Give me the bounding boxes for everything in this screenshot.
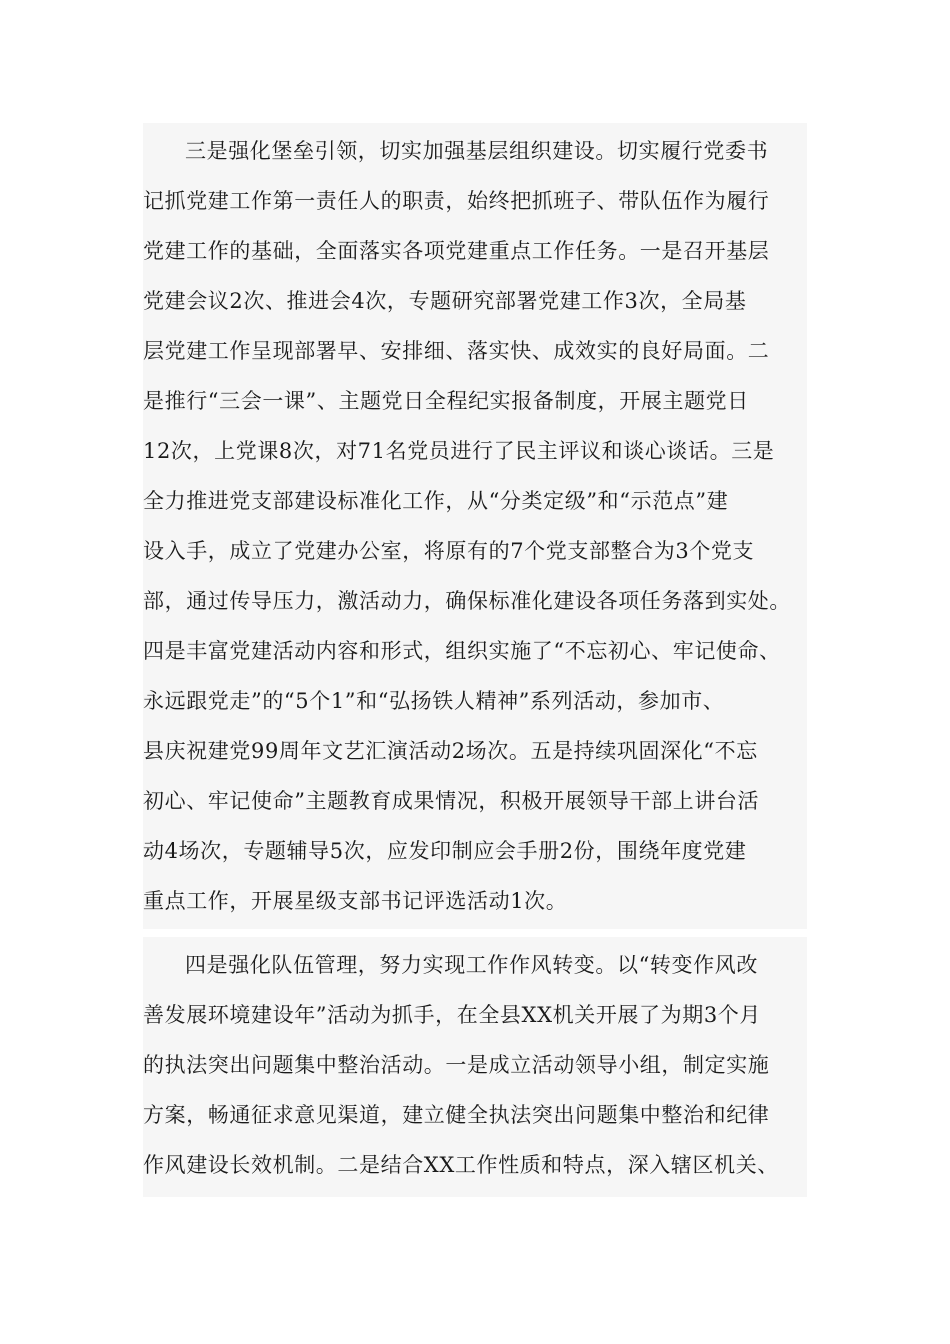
paragraph-line: 是推行“三会一课”、主题党日全程纪实报备制度，开展主题党日: [143, 389, 749, 413]
paragraph-line: 部，通过传导压力，激活动力，确保标准化建设各项任务落到实处。: [143, 589, 791, 613]
paragraph-line: 永远跟党走”的“5个1”和“弘扬铁人精神”系列活动，参加市、: [143, 689, 725, 713]
paragraph-1: [143, 123, 807, 929]
paragraph-line: 四是强化队伍管理，努力实现工作作风转变。以“转变作风改: [185, 953, 758, 977]
paragraph-line: 的执法突出问题集中整治活动。一是成立活动领导小组，制定实施: [143, 1053, 770, 1077]
paragraph-line: 设入手，成立了党建办公室，将原有的7个党支部整合为3个党支: [143, 539, 755, 563]
paragraph-line: 动4场次，专题辅导5次，应发印制应会手册2份，围绕年度党建: [143, 839, 747, 863]
paragraph-line: 初心、牢记使命”主题教育成果情况，积极开展领导干部上讲台活: [143, 789, 760, 813]
paragraph-line: 层党建工作呈现部署早、安排细、落实快、成效实的良好局面。二: [143, 339, 770, 363]
paragraph-line: 党建工作的基础，全面落实各项党建重点工作任务。一是召开基层: [143, 239, 770, 263]
paragraph-line: 三是强化堡垒引领，切实加强基层组织建设。切实履行党委书: [185, 139, 769, 163]
paragraph-line: 重点工作，开展星级支部书记评选活动1次。: [143, 889, 568, 913]
paragraph-line: 县庆祝建党99周年文艺汇演活动2场次。五是持续巩固深化“不忘: [143, 739, 758, 763]
paragraph-line: 全力推进党支部建设标准化工作，从“分类定级”和“示范点”建: [143, 489, 729, 513]
paragraph-line: 记抓党建工作第一责任人的职责，始终把抓班子、带队伍作为履行: [143, 189, 770, 213]
paragraph-line: 善发展环境建设年”活动为抓手，在全县XX机关开展了为期3个月: [143, 1003, 761, 1027]
paragraph-line: 方案，畅通征求意见渠道，建立健全执法突出问题集中整治和纪律: [143, 1103, 770, 1127]
paragraph-2: [143, 937, 807, 1197]
paragraph-line: 12次，上党课8次，对71名党员进行了民主评议和谈心谈话。三是: [143, 439, 775, 463]
paragraph-line: 四是丰富党建活动内容和形式，组织实施了“不忘初心、牢记使命、: [143, 639, 781, 663]
paragraph-line: 党建会议2次、推进会4次，专题研究部署党建工作3次，全局基: [143, 289, 747, 313]
paragraph-line: 作风建设长效机制。二是结合XX工作性质和特点，深入辖区机关、: [143, 1153, 779, 1177]
